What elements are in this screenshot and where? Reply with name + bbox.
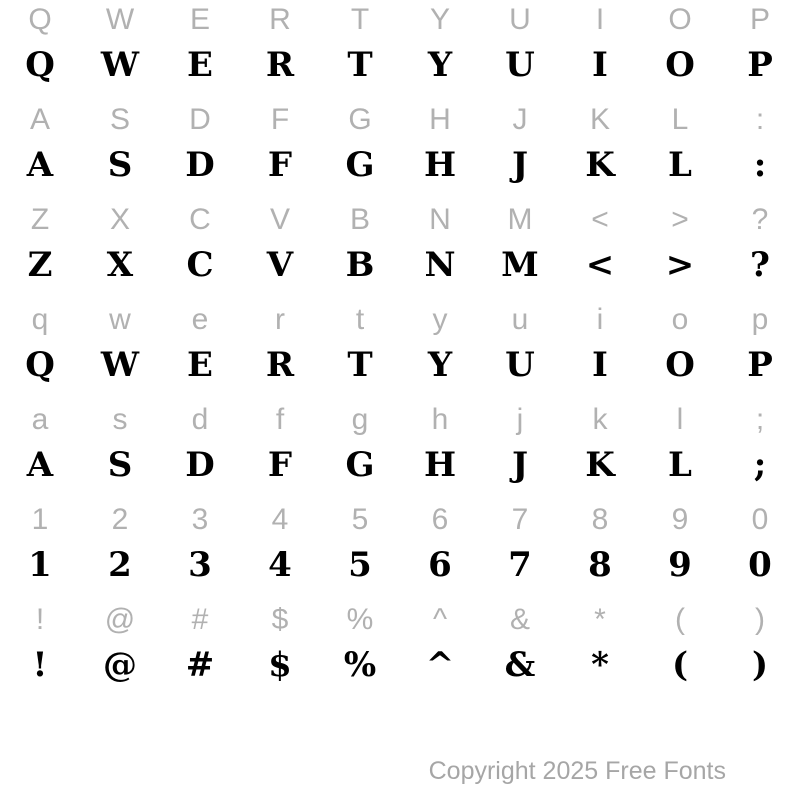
reference-char: O: [668, 3, 692, 36]
reference-char: j: [516, 403, 524, 436]
reference-char: Z: [30, 203, 50, 236]
glyph-row-uppercase-zxcv: [0, 240, 800, 296]
charmap-band-uppercase-qwerty: [0, 0, 800, 100]
reference-row-uppercase-zxcv: [0, 200, 800, 240]
charmap-band-uppercase-asdf: [0, 100, 800, 200]
reference-char: T: [350, 3, 370, 36]
glyph-char: 5: [348, 545, 372, 585]
reference-char: s: [112, 403, 128, 436]
glyph-char: 7: [508, 545, 532, 585]
reference-char: G: [348, 103, 372, 136]
reference-row-lowercase-qwerty: [0, 300, 800, 340]
glyph-char: <: [585, 245, 615, 285]
reference-row-uppercase-asdf: [0, 100, 800, 140]
glyph-char: ;: [753, 445, 767, 485]
glyph-char: N: [424, 245, 456, 285]
reference-row-digits: [0, 500, 800, 540]
glyph-char: T: [347, 45, 373, 85]
glyph-char: X: [106, 245, 134, 285]
glyph-char: I: [592, 45, 608, 85]
glyph-char: 1: [28, 545, 52, 585]
glyph-char: &: [504, 645, 536, 685]
reference-char: 2: [111, 503, 129, 536]
reference-char: D: [189, 103, 211, 136]
glyph-char: ): [751, 645, 769, 685]
glyph-char: #: [185, 645, 215, 685]
reference-char: V: [269, 203, 290, 236]
reference-char: ^: [432, 603, 448, 636]
glyph-char: J: [511, 145, 529, 185]
reference-char: ): [755, 603, 765, 636]
glyph-char: S: [107, 145, 133, 185]
glyph-char: O: [665, 45, 695, 85]
glyph-char: H: [423, 145, 457, 185]
reference-char: H: [429, 103, 451, 136]
reference-char: P: [749, 3, 770, 36]
reference-char: Q: [28, 3, 52, 36]
reference-char: i: [596, 303, 604, 336]
glyph-char: L: [668, 145, 692, 185]
glyph-char: 6: [428, 545, 452, 585]
reference-char: <: [591, 203, 609, 236]
charmap-band-lowercase-asdf: [0, 400, 800, 500]
reference-char: &: [509, 603, 530, 636]
glyph-char: 3: [188, 545, 212, 585]
glyph-row-lowercase-qwerty: [0, 340, 800, 396]
glyph-char: 4: [268, 545, 292, 585]
reference-char: (: [675, 603, 685, 636]
reference-char: @: [104, 603, 136, 636]
reference-char: B: [349, 203, 370, 236]
reference-char: q: [31, 303, 49, 336]
glyph-row-symbols: [0, 640, 800, 696]
reference-char: w: [109, 303, 131, 336]
glyph-char: H: [423, 445, 457, 485]
glyph-char: J: [511, 445, 529, 485]
glyph-char: Q: [25, 345, 55, 385]
glyph-char: ?: [750, 245, 770, 285]
glyph-char: E: [187, 345, 213, 385]
reference-char: I: [595, 3, 605, 36]
reference-char: ;: [755, 403, 765, 436]
glyph-char: 9: [668, 545, 692, 585]
charmap-band-lowercase-qwerty: [0, 300, 800, 400]
glyph-char: V: [266, 245, 294, 285]
glyph-char: Z: [27, 245, 53, 285]
glyph-char: Q: [25, 45, 55, 85]
glyph-char: F: [267, 145, 293, 185]
glyph-char: P: [747, 345, 773, 385]
glyph-char: (: [671, 645, 689, 685]
reference-char: C: [189, 203, 211, 236]
reference-char: k: [592, 403, 608, 436]
charmap-band-uppercase-zxcv: [0, 200, 800, 300]
reference-char: l: [676, 403, 684, 436]
glyph-row-uppercase-asdf: [0, 140, 800, 196]
reference-char: !: [35, 603, 45, 636]
glyph-char: %: [343, 645, 377, 685]
reference-char: S: [109, 103, 130, 136]
glyph-char: G: [345, 145, 375, 185]
glyph-char: $: [268, 645, 292, 685]
copyright-text: Copyright 2025 Free Fonts: [428, 757, 726, 785]
reference-char: 4: [271, 503, 289, 536]
reference-char: u: [511, 303, 529, 336]
reference-char: F: [270, 103, 290, 136]
reference-char: N: [429, 203, 451, 236]
glyph-char: A: [26, 445, 54, 485]
reference-row-lowercase-asdf: [0, 400, 800, 440]
reference-char: K: [589, 103, 610, 136]
reference-char: 0: [751, 503, 769, 536]
reference-char: X: [109, 203, 130, 236]
glyph-char: K: [585, 145, 615, 185]
glyph-row-digits: [0, 540, 800, 596]
reference-char: 1: [31, 503, 49, 536]
reference-char: 6: [431, 503, 449, 536]
charmap-band-symbols: [0, 600, 800, 700]
glyph-char: *: [591, 645, 609, 685]
reference-char: o: [671, 303, 689, 336]
reference-char: >: [671, 203, 689, 236]
glyph-char: ^: [425, 645, 455, 685]
glyph-char: B: [345, 245, 375, 285]
reference-char: ?: [751, 203, 769, 236]
glyph-char: G: [345, 445, 375, 485]
glyph-char: :: [753, 145, 767, 185]
glyph-char: R: [265, 45, 295, 85]
glyph-char: W: [100, 45, 140, 85]
glyph-char: L: [668, 445, 692, 485]
reference-char: U: [509, 3, 531, 36]
charmap-band-digits: [0, 500, 800, 600]
reference-char: r: [275, 303, 285, 336]
glyph-char: @: [103, 645, 137, 685]
glyph-char: D: [185, 445, 215, 485]
glyph-char: M: [501, 245, 539, 285]
glyph-char: U: [505, 345, 535, 385]
reference-char: g: [351, 403, 369, 436]
reference-char: p: [751, 303, 769, 336]
reference-char: $: [271, 603, 289, 636]
glyph-char: !: [32, 645, 48, 685]
glyph-char: W: [100, 345, 140, 385]
glyph-row-lowercase-asdf: [0, 440, 800, 496]
reference-char: h: [431, 403, 449, 436]
glyph-char: A: [26, 145, 54, 185]
glyph-char: F: [267, 445, 293, 485]
reference-char: :: [755, 103, 765, 136]
glyph-row-uppercase-qwerty: [0, 40, 800, 96]
glyph-char: E: [187, 45, 213, 85]
glyph-char: K: [585, 445, 615, 485]
glyph-char: Y: [427, 45, 453, 85]
reference-char: A: [29, 103, 50, 136]
reference-char: 3: [191, 503, 209, 536]
reference-char: f: [275, 403, 285, 436]
glyph-char: >: [665, 245, 695, 285]
reference-char: R: [269, 3, 291, 36]
glyph-char: S: [107, 445, 133, 485]
reference-char: 9: [671, 503, 689, 536]
reference-row-uppercase-qwerty: [0, 0, 800, 40]
glyph-char: 8: [588, 545, 612, 585]
glyph-char: 2: [108, 545, 132, 585]
reference-char: *: [594, 603, 606, 636]
glyph-char: 0: [748, 545, 772, 585]
reference-char: t: [355, 303, 365, 336]
glyph-char: O: [665, 345, 695, 385]
reference-char: d: [191, 403, 209, 436]
reference-char: E: [189, 3, 210, 36]
reference-char: y: [432, 303, 448, 336]
glyph-char: P: [747, 45, 773, 85]
glyph-char: Y: [427, 345, 453, 385]
reference-row-symbols: [0, 600, 800, 640]
reference-char: J: [512, 103, 528, 136]
reference-char: a: [31, 403, 49, 436]
glyph-char: I: [592, 345, 608, 385]
glyph-char: D: [185, 145, 215, 185]
reference-char: 7: [511, 503, 529, 536]
glyph-char: U: [505, 45, 535, 85]
reference-char: L: [671, 103, 689, 136]
glyph-char: R: [265, 345, 295, 385]
reference-char: %: [346, 603, 374, 636]
reference-char: 5: [351, 503, 369, 536]
glyph-char: C: [186, 245, 214, 285]
reference-char: M: [507, 203, 533, 236]
reference-char: 8: [591, 503, 609, 536]
reference-char: W: [105, 3, 135, 36]
reference-char: #: [191, 603, 209, 636]
glyph-char: T: [347, 345, 373, 385]
reference-char: e: [191, 303, 209, 336]
reference-char: Y: [429, 3, 450, 36]
